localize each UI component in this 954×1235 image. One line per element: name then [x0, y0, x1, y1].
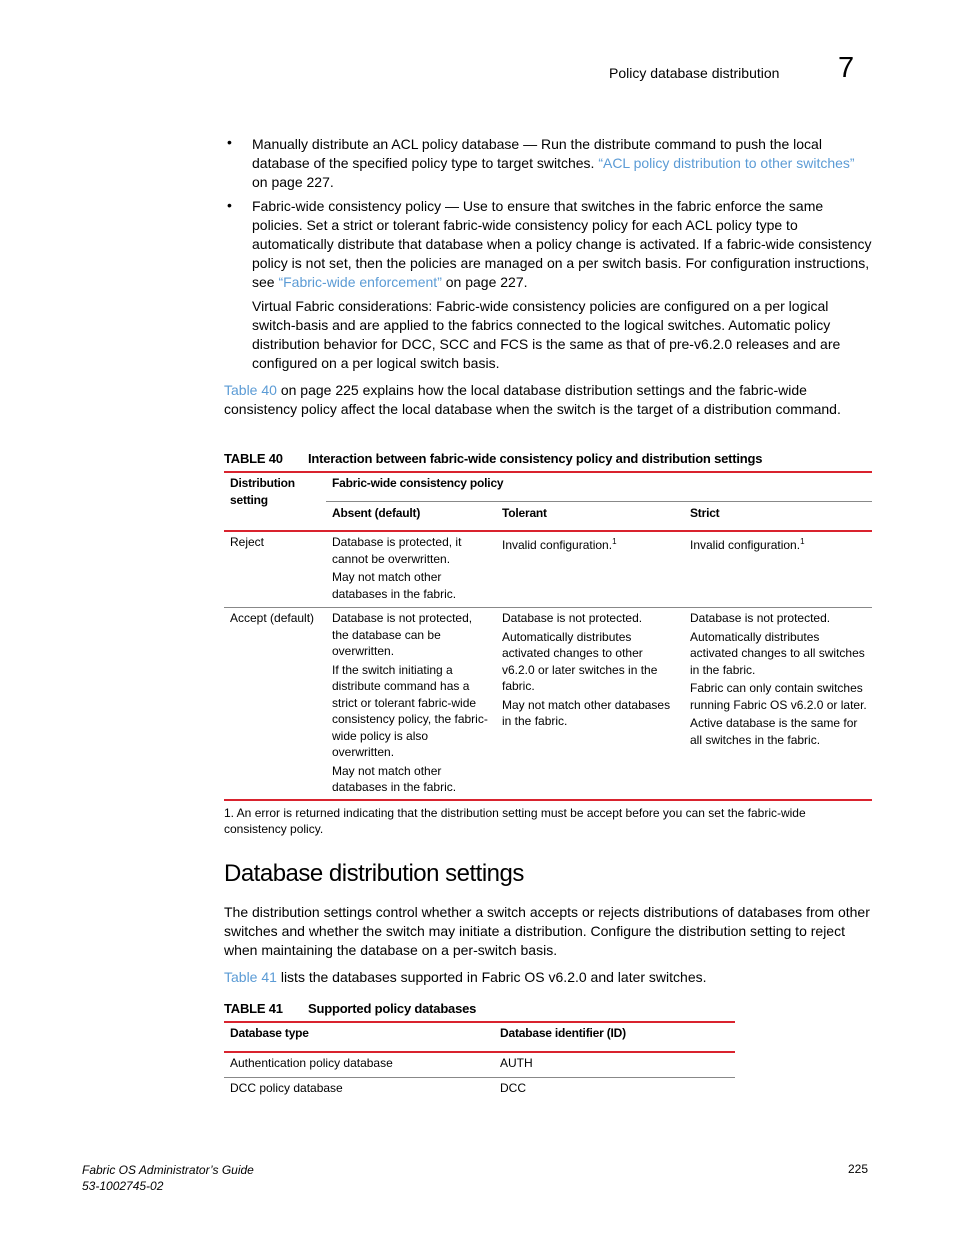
- footer-page-number: 225: [848, 1162, 869, 1176]
- cell-line: May not match other databases in the fabric.: [502, 697, 671, 728]
- table-cell-setting: Accept (default): [230, 611, 315, 625]
- table-footnote: 1. An error is returned indicating that the distribution setting must be accept before you can set the fabric-wide consistency policy.: [224, 806, 806, 836]
- table-41-label: TABLE 41: [224, 1001, 283, 1016]
- table-header-absent: Absent (default): [332, 506, 421, 520]
- xref-link-fabric-wide-enforcement[interactable]: “Fabric-wide enforcement”: [278, 274, 442, 290]
- xref-link-acl-distribution[interactable]: “ACL policy distribution to other switches”: [598, 155, 855, 171]
- intro-paragraph: [224, 381, 870, 419]
- bullet-icon: •: [227, 197, 232, 213]
- bullet-tail: on page 227.: [441, 274, 528, 290]
- bullet-item-manual-distribute: [252, 135, 872, 192]
- xref-link-table-40[interactable]: Table 40: [224, 382, 277, 398]
- table-row-type: Authentication policy database: [230, 1056, 393, 1070]
- cell-line: If the switch initiating a distribute command has a strict or tolerant fabric-wide consistency policy, the fabric-wide policy is also overwritten.: [332, 662, 488, 759]
- footnote-ref: 1: [800, 537, 805, 546]
- cell-line: Database is not protected.: [502, 611, 643, 625]
- command-name: distribute: [593, 136, 651, 152]
- table-header-rule: [224, 1051, 735, 1053]
- chapter-number: 7: [838, 52, 855, 84]
- table-header-tolerant: Tolerant: [502, 506, 547, 520]
- table-bottom-rule: [224, 799, 872, 801]
- bullet-text: command to push the local database of the specified policy type to target switches.: [252, 136, 822, 171]
- cell-line: Database is not protected.: [690, 611, 831, 625]
- footnote-ref: 1: [612, 537, 617, 546]
- table-header-database-type: Database type: [230, 1026, 309, 1040]
- cell-line: May not match other databases in the fabric.: [332, 763, 457, 794]
- cell-line: Automatically distributes activated changes to other v6.2.0 or later switches in the fabric.: [502, 629, 658, 693]
- section-heading: Database distribution settings: [224, 860, 524, 887]
- bullet-lead: Manually distribute an ACL policy database: [252, 136, 520, 152]
- bullet-icon: •: [227, 134, 232, 150]
- table-header-strict: Strict: [690, 506, 720, 520]
- running-header-title: Policy database distribution: [609, 65, 780, 81]
- table-header-rule: [224, 530, 872, 532]
- footer-doc-id: 53-1002745-02: [82, 1179, 164, 1193]
- table-row-id: AUTH: [500, 1056, 533, 1070]
- note-text: Fabric-wide consistency policies are configured on a per logical switch-basis and are applied to the fabrics connected to the logical switches. Automatic policy distribution behavior for DCC, SCC and FCS is the same as that of pre-v6.2.0 releases and are configured on a per logical switch basis.: [252, 298, 841, 371]
- table-40-label: TABLE 40: [224, 451, 283, 466]
- bullet-text: — Use to ensure that switches in the fabric enforce the same policies. Set a strict or tolerant fabric-wide consistency policy for each ACL policy type to automatically distribute that database when a policy change is activated. If a fabric-wide consistency policy is not set, then the policies are managed on a per switch basis. For configuration instructions, see: [252, 198, 872, 290]
- section-paragraph-2: [224, 968, 870, 987]
- table-row-rule: [224, 607, 872, 608]
- table-row-rule: [224, 1077, 735, 1078]
- section-paragraph: The distribution settings control whether a switch accepts or rejects distributions of databases from other switches and whether the switch may initiate a distribution. Configure the distribution setting to reject when maintaining the database on a per-switch basis.: [224, 904, 870, 958]
- cell-text: Invalid configuration.: [502, 538, 613, 552]
- table-top-rule: [224, 471, 872, 473]
- cell-line: Active database is the same for all switches in the fabric.: [690, 716, 858, 747]
- bullet-item-fabric-wide-policy: [252, 197, 872, 292]
- cell-text: Invalid configuration.: [690, 538, 801, 552]
- table-header-database-id: Database identifier (ID): [500, 1026, 626, 1040]
- table-top-rule: [224, 1021, 735, 1023]
- table-cell-strict: [690, 534, 868, 554]
- table-cell-absent: [332, 534, 492, 604]
- bullet-lead: Fabric-wide consistency policy: [252, 198, 442, 214]
- table-cell-tolerant: [502, 610, 674, 732]
- paragraph-text: on page 225 explains how the local database distribution settings and the fabric-wide consistency policy affect the local database when the switch is the target of a distribution command.: [224, 382, 841, 417]
- table-cell-tolerant: [502, 534, 680, 554]
- table-row-type: DCC policy database: [230, 1081, 343, 1095]
- table-group-rule: [326, 501, 872, 502]
- table-41-title: Supported policy databases: [308, 1001, 477, 1016]
- xref-link-table-41[interactable]: Table 41: [224, 969, 277, 985]
- cell-line: Database is protected, it cannot be overwritten.: [332, 535, 462, 566]
- cell-line: Fabric can only contain switches running Fabric OS v6.2.0 or later.: [690, 681, 867, 712]
- footer-guide-title: Fabric OS Administrator’s Guide: [82, 1163, 254, 1177]
- bullet-dash: — Run the: [519, 136, 594, 152]
- table-header-distribution-setting: Distribution setting: [230, 476, 295, 507]
- note-lead: Virtual Fabric considerations:: [252, 298, 433, 314]
- table-cell-absent: [332, 610, 492, 798]
- table-row-id: DCC: [500, 1081, 526, 1095]
- table-40-title: Interaction between fabric-wide consistency policy and distribution settings: [308, 451, 763, 466]
- table-header-group: Fabric-wide consistency policy: [332, 476, 504, 490]
- paragraph-text: lists the databases supported in Fabric OS v6.2.0 and later switches.: [276, 969, 707, 985]
- table-cell-setting: Reject: [230, 535, 265, 549]
- cell-line: May not match other databases in the fabric.: [332, 570, 457, 601]
- table-cell-strict: [690, 610, 868, 750]
- virtual-fabric-note: [252, 297, 872, 373]
- cell-line: Automatically distributes activated changes to all switches in the fabric.: [690, 629, 865, 677]
- bullet-tail: on page 227.: [252, 174, 334, 190]
- cell-line: Database is not protected, the database can be overwritten.: [332, 611, 473, 658]
